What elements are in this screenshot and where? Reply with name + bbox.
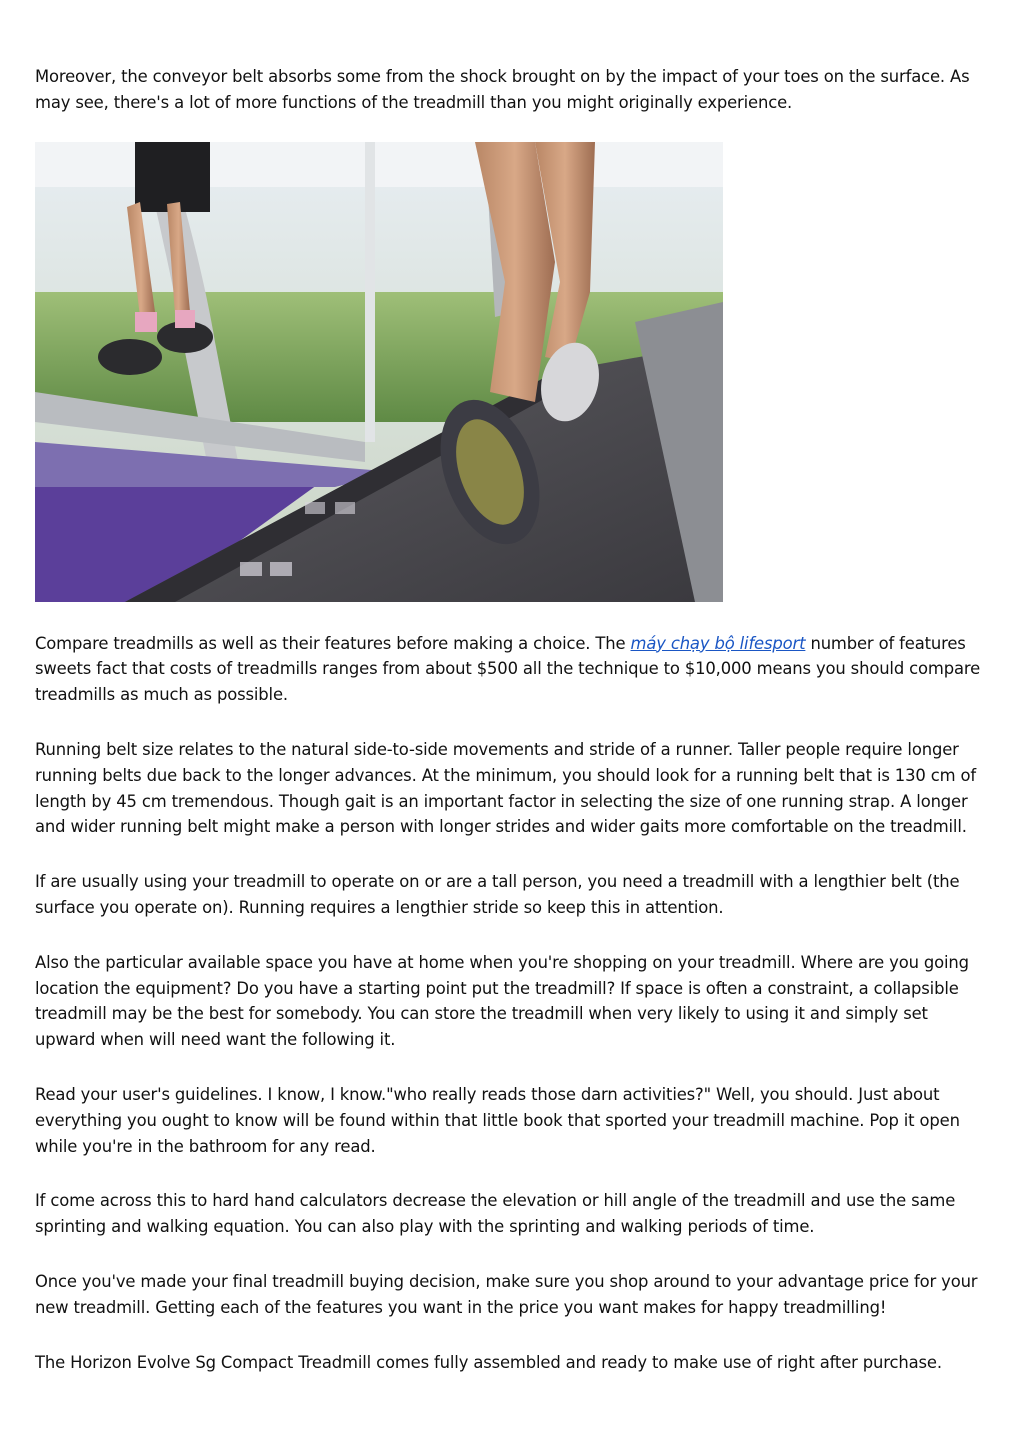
paragraph-compare-text-start: Compare treadmills as well as their features before making a choice. The [35, 633, 631, 653]
paragraph-compare-treadmills [35, 631, 990, 708]
paragraph-horizon-evolve: The Horizon Evolve Sg Compact Treadmill comes fully assembled and ready to make use of right after purchase. [35, 1352, 942, 1372]
paragraph-elevation: If come across this to hard hand calculators decrease the elevation or hill angle of the treadmill and use the same sprinting and walking equation. You can also play with the sprinting and walking periods of time. [35, 1191, 956, 1237]
paragraph-buying-decision: Once you've made your final treadmill buying decision, make sure you shop around to your advantage price for your new treadmill. Getting each of the features you want in the price you want makes for happy treadmilling! [35, 1271, 978, 1317]
lifesport-treadmill-link[interactable]: máy chạy bộ lifesport [630, 633, 806, 653]
paragraph-tall-person: If are usually using your treadmill to operate on or are a tall person, you need a treadmill with a lengthier belt (the surface you operate on). Running requires a lengthier stride so keep this in attention. [35, 872, 960, 917]
paragraph-conveyor-belt: Moreover, the conveyor belt absorbs some from the shock brought on by the impact of your toes on the surface. As may see, there's a lot of more functions of the treadmill than you might originally experience. [35, 67, 970, 112]
paragraph-user-guidelines: Read your user's guidelines. I know, I know."who really reads those darn activities?" Well, you should. Just about everything you ought to know will be found within that little book that sported your treadmill machine. Pop it open while you're in the bathroom for any read. [35, 1084, 960, 1156]
treadmill-runners-photo [35, 142, 723, 602]
paragraph-running-belt-size: Running belt size relates to the natural side-to-side movements and stride of a runner. Taller people require longer running belts due back to the longer advances. At the minimum, you should look for a running belt that is 130 cm of length by 45 cm tremendous. Though gait is an important factor in selecting the size of one running strap. A longer and wider running belt might make a person with longer strides and wider gaits more comfortable on the treadmill. [35, 739, 976, 837]
paragraph-compare-text-end: number of features sweets fact that costs of treadmills ranges from about $500 all the technique to $10,000 means you should compare treadmills as much as possible. [35, 633, 981, 705]
article-body [35, 64, 990, 1375]
paragraph-available-space: Also the particular available space you have at home when you're shopping on your treadmill. Where are you going location the equipment? Do you have a starting point put the treadmill? If space is often a constraint, a collapsible treadmill may be the best for somebody. You can store the treadmill when very likely to using it and simply set upward when will need want the following it. [35, 952, 969, 1050]
